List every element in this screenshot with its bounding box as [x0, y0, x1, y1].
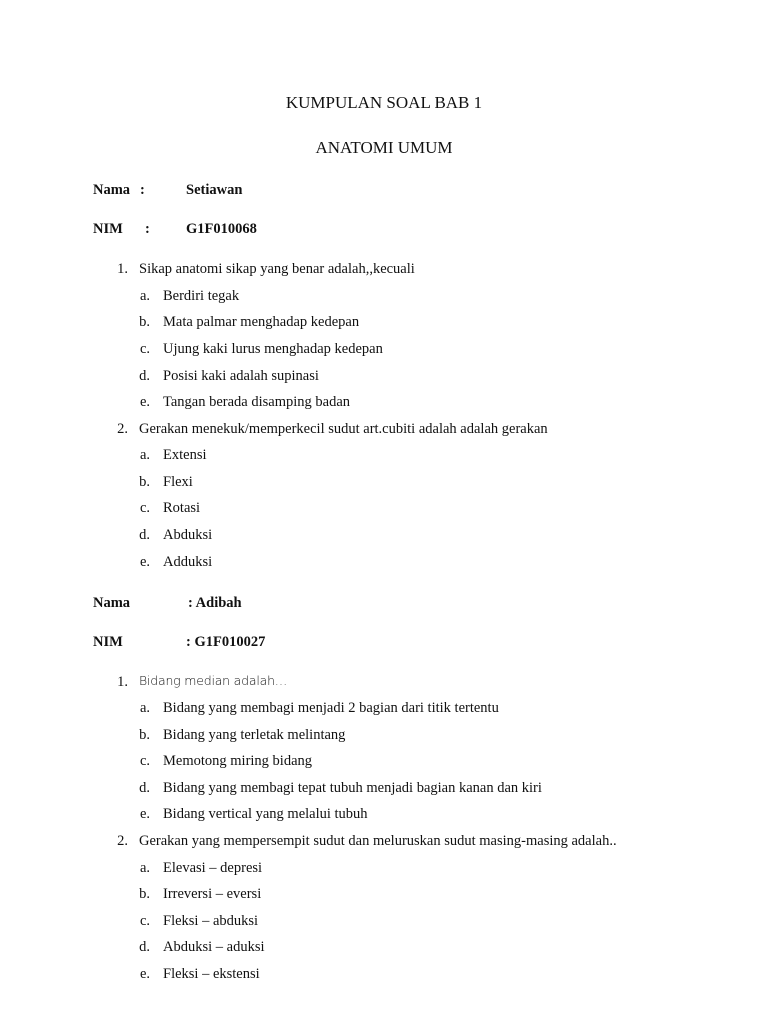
option-text: Memotong miring bidang: [163, 753, 313, 769]
option-letter: c.: [139, 753, 150, 769]
student1-nim-value: G1F010068: [186, 221, 257, 237]
option-letter: b.: [139, 314, 150, 330]
option-letter: c.: [139, 500, 150, 516]
student1-nim-label: NIM: [93, 221, 123, 237]
question-number: 2.: [117, 833, 128, 849]
option-letter: b.: [139, 474, 150, 490]
document-title: KUMPULAN SOAL BAB 1: [285, 93, 483, 112]
option-letter: d.: [139, 939, 150, 955]
option-text: Adduksi: [163, 554, 213, 570]
question-text: Sikap anatomi sikap yang benar adalah,,kecuali: [139, 261, 415, 277]
option-text: Rotasi: [163, 500, 201, 516]
question-number: 2.: [117, 421, 128, 437]
option-letter: b.: [139, 727, 150, 743]
student1-nim-colon: :: [145, 221, 150, 237]
option-text: Ujung kaki lurus menghadap kedepan: [163, 341, 383, 357]
option-text: Bidang yang membagi menjadi 2 bagian dari titik tertentu: [163, 700, 499, 716]
document-subtitle: ANATOMI UMUM: [315, 138, 453, 157]
option-text: Berdiri tegak: [163, 288, 240, 304]
option-text: Elevasi – depresi: [163, 860, 263, 876]
option-letter: a.: [139, 288, 150, 304]
question-text: Gerakan yang mempersempit sudut dan meluruskan sudut masing-masing adalah..: [139, 833, 617, 849]
student2-nim-label: NIM: [93, 634, 123, 650]
option-letter: c.: [139, 341, 150, 357]
option-letter: d.: [139, 368, 150, 384]
student1-name-value: Setiawan: [186, 182, 243, 198]
option-letter: a.: [139, 860, 150, 876]
student2-nim-value: : G1F010027: [186, 634, 266, 650]
option-letter: d.: [139, 780, 150, 796]
option-text: Irreversi – eversi: [163, 886, 262, 902]
option-text: Extensi: [163, 447, 207, 463]
question-number: 1.: [117, 674, 128, 690]
option-text: Fleksi – ekstensi: [163, 966, 260, 982]
option-text: Bidang yang membagi tepat tubuh menjadi bagian kanan dan kiri: [163, 780, 542, 796]
option-letter: e.: [139, 966, 150, 982]
option-text: Posisi kaki adalah supinasi: [163, 368, 319, 384]
option-text: Abduksi – aduksi: [163, 939, 265, 955]
student2-name-label: Nama: [93, 595, 131, 611]
option-text: Tangan berada disamping badan: [163, 394, 351, 410]
option-text: Abduksi: [163, 527, 213, 543]
question-text: Bidang median adalah…: [139, 673, 288, 688]
option-text: Mata palmar menghadap kedepan: [163, 314, 360, 330]
option-letter: b.: [139, 886, 150, 902]
option-text: Bidang vertical yang melalui tubuh: [163, 806, 368, 822]
option-letter: a.: [139, 447, 150, 463]
student2-name-value: : Adibah: [188, 595, 242, 611]
option-letter: d.: [139, 527, 150, 543]
question-text: Gerakan menekuk/memperkecil sudut art.cubiti adalah adalah gerakan: [139, 421, 548, 437]
student1-name-colon: :: [140, 182, 145, 198]
option-text: Bidang yang terletak melintang: [163, 727, 346, 743]
option-text: Fleksi – abduksi: [163, 913, 259, 929]
option-letter: a.: [139, 700, 150, 716]
question-number: 1.: [117, 261, 128, 277]
option-letter: e.: [139, 394, 150, 410]
option-text: Flexi: [163, 474, 193, 490]
option-letter: c.: [139, 913, 150, 929]
option-letter: e.: [139, 554, 150, 570]
student1-name-label: Nama: [93, 182, 131, 198]
option-letter: e.: [139, 806, 150, 822]
